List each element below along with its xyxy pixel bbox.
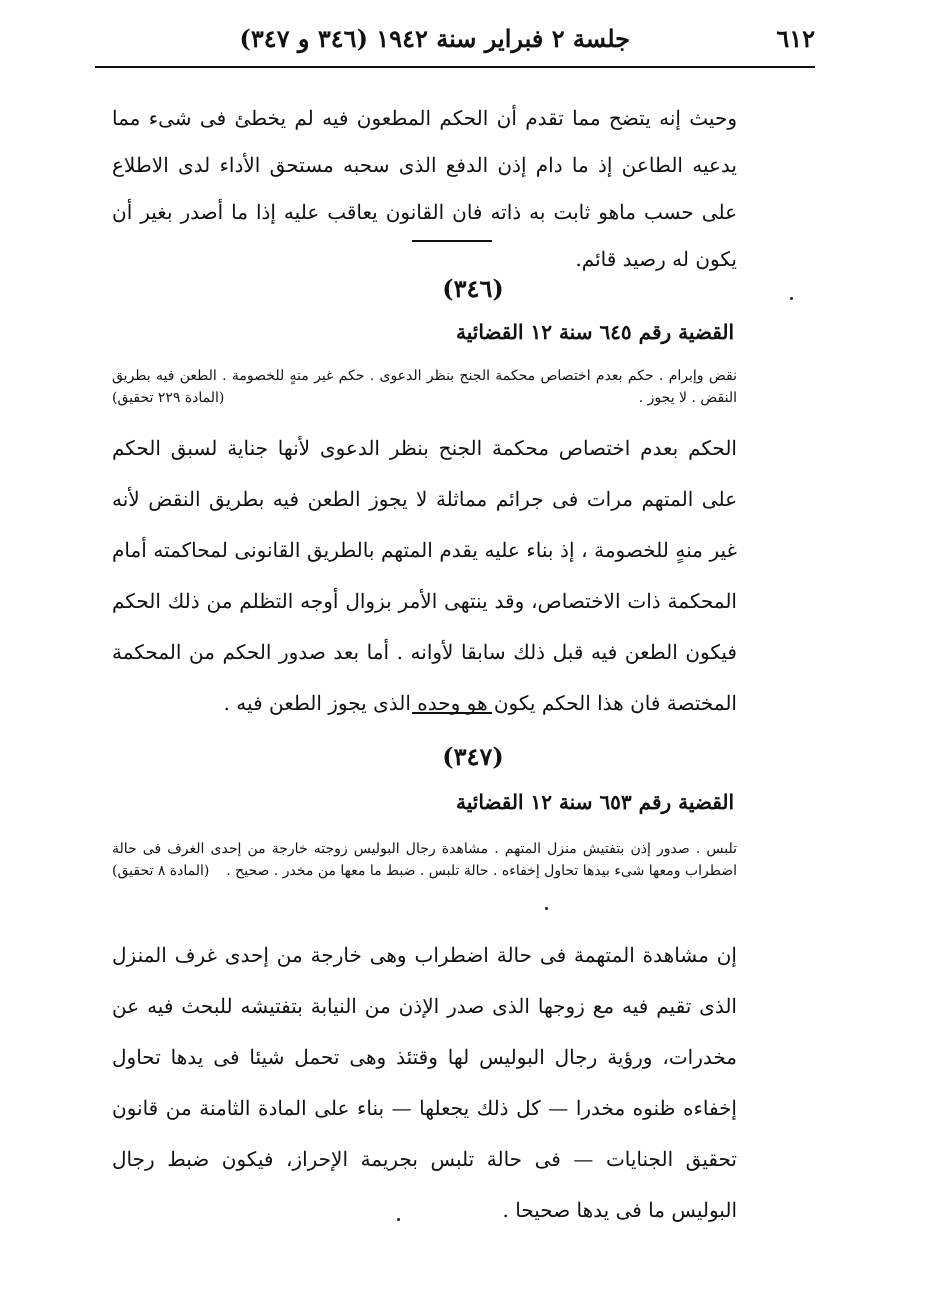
intro-paragraph: وحيث إنه يتضح مما تقدم أن الحكم المطعون فيه لم يخطئ فى شىء مما يدعيه الطاعن إذ ما دام إذن الدفع الذى سحبه مستحق الأداء لدى الاطلاع على حسب ماهو ثابت به ذاته فان القانون يعاقب عليه إذا ما أصدر بغير أن يكون له رصيد قائم. [112, 106, 737, 271]
page-header [120, 18, 815, 62]
case-title-347: القضية رقم ٦٥٣ سنة ١٢ القضائية [456, 790, 734, 814]
case-summary-text: نقض وإبرام . حكم بعدم اختصاص محكمة الجنح بنظر الدعوى . حكم غير منهٍ للخصومة . الطعن فيه بطريق النقض . لا يجوز . [112, 368, 737, 406]
article-reference: (المادة ٨ تحقيق) [112, 863, 210, 879]
header-rule [95, 66, 815, 68]
case-number-347: (٣٤٧) [442, 742, 504, 771]
case-body-347: إن مشاهدة المتهمة فى حالة اضطراب وهى خارجة من إحدى غرف المنزل الذى تقيم فيه مع زوجها الذى صدر الإذن من النيابة بتفتيشه للبحث فيه عن مخدرات، ورؤية رجال البوليس لها وقتئذ وهى تحمل شيئا فى يدها تحاول إخفاءه ظنوه مخدرا — كل ذلك يجعلها — بناء على المادة الثامنة من قانون تحقيق الجنايات — فى حالة تلبس بجريمة الإحراز، فيكون ضبط رجال البوليس ما فى يدها صحيحا . [112, 943, 737, 1222]
ink-speck [397, 1218, 400, 1221]
article-reference: (المادة ٢٢٩ تحقيق) [112, 390, 225, 406]
case-body-346: الحكم بعدم اختصاص محكمة الجنح بنظر الدعوى لأنها جناية لسبق الحكم على المتهم مرات فى جرائم مماثلة لا يجوز الطعن فيه بطريق النقض لأنه غير منهٍ للخصومة ، إذ بناء عليه يقدم المتهم بالطريق القانونى لمحاكمته أمام المحكمة ذات الاختصاص، وقد ينتهى الأمر بزوال أوجه التظلم من ذلك الحكم فيكون الطعن فيه قبل ذلك سابقا لأوانه . أما بعد صدور الحكم من المحكمة المختصة فان هذا الحكم يكون هو وحده الذى يجوز الطعن فيه . [112, 436, 737, 715]
section-separator [412, 240, 492, 242]
running-head: جلسة ٢ فبراير سنة ١٩٤٢ (٣٤٦ و ٣٤٧) [239, 24, 630, 53]
case-summary-text: تلبس . صدور إذن بتفتيش منزل المتهم . مشاهدة رجال البوليس زوجته خارجة من إحدى الغرف فى حالة اضطراب ومعها شىء بيدها تحاول إخفاءه . حالة تلبس . ضبط ما معها من مخدر . صحيح . [112, 841, 737, 879]
case-summary-346 [112, 365, 737, 409]
case-number-346: (٣٤٦) [442, 274, 504, 303]
case-summary-347 [112, 838, 737, 882]
ink-speck [790, 297, 793, 300]
section-separator [412, 712, 492, 714]
ink-speck [545, 907, 548, 910]
page-number: ٦١٢ [776, 24, 815, 53]
case-title-346: القضية رقم ٦٤٥ سنة ١٢ القضائية [456, 320, 734, 344]
